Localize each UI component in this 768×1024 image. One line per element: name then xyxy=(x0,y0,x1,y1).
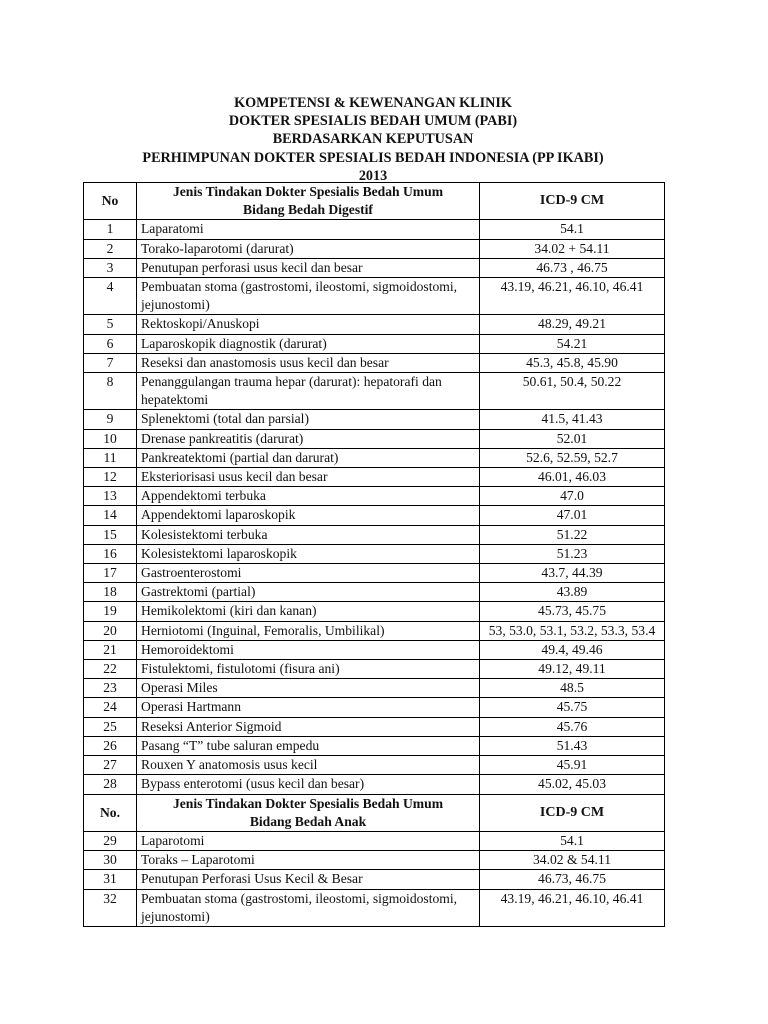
row-number: 22 xyxy=(84,660,137,679)
column-header-procedure xyxy=(137,183,480,220)
row-number: 4 xyxy=(84,278,137,315)
row-number: 3 xyxy=(84,258,137,277)
table-body xyxy=(84,183,665,927)
procedure-header-line: Jenis Tindakan Dokter Spesialis Bedah Umum xyxy=(172,795,444,811)
table-row xyxy=(84,278,665,315)
row-number: 29 xyxy=(84,831,137,850)
procedure-name: Pembuatan stoma (gastrostomi, ileostomi, sigmoidostomi, jejunostomi) xyxy=(137,889,480,926)
table-row xyxy=(84,583,665,602)
row-number: 1 xyxy=(84,220,137,239)
table-row xyxy=(84,544,665,563)
title-line: BERDASARKAN KEPUTUSAN xyxy=(272,131,474,148)
procedure-header-line: Jenis Tindakan Dokter Spesialis Bedah Umum xyxy=(172,184,444,199)
row-number: 6 xyxy=(84,334,137,353)
icd-code: 45.91 xyxy=(480,756,665,775)
icd-code: 46.73 , 46.75 xyxy=(480,258,665,277)
icd-code: 43.19, 46.21, 46.10, 46.41 xyxy=(480,278,665,315)
section-header-row xyxy=(84,794,665,831)
icd-code: 47.0 xyxy=(480,487,665,506)
column-header-icd: ICD-9 CM xyxy=(480,794,665,831)
icd-code: 43.7, 44.39 xyxy=(480,564,665,583)
column-header-icd: ICD-9 CM xyxy=(480,183,665,220)
procedure-name: Bypass enterotomi (usus kecil dan besar) xyxy=(137,775,480,794)
icd-code: 43.19, 46.21, 46.10, 46.41 xyxy=(480,889,665,926)
icd-code: 34.02 & 54.11 xyxy=(480,851,665,870)
row-number: 7 xyxy=(84,353,137,372)
row-number: 15 xyxy=(84,525,137,544)
table-row xyxy=(84,220,665,239)
row-number: 28 xyxy=(84,775,137,794)
procedure-name: Operasi Miles xyxy=(137,679,480,698)
table-row xyxy=(84,410,665,429)
table-row xyxy=(84,468,665,487)
procedure-name: Pankreatektomi (partial dan darurat) xyxy=(137,448,480,467)
table-row xyxy=(84,315,665,334)
table-row xyxy=(84,889,665,926)
procedure-name: Kolesistektomi laparoskopik xyxy=(137,544,480,563)
procedure-header-line: Bidang Bedah Anak xyxy=(249,813,367,829)
table-row xyxy=(84,429,665,448)
table-row xyxy=(84,660,665,679)
row-number: 30 xyxy=(84,851,137,870)
table-row xyxy=(84,564,665,583)
table-row xyxy=(84,487,665,506)
row-number: 24 xyxy=(84,698,137,717)
procedure-name: Rouxen Y anatomosis usus kecil xyxy=(137,756,480,775)
competency-table xyxy=(83,182,665,927)
table-row xyxy=(84,831,665,850)
icd-code: 45.75 xyxy=(480,698,665,717)
procedure-name: Pembuatan stoma (gastrostomi, ileostomi, sigmoidostomi, jejunostomi) xyxy=(137,278,480,315)
icd-code: 46.01, 46.03 xyxy=(480,468,665,487)
table-row xyxy=(84,851,665,870)
procedure-name: Torako-laparotomi (darurat) xyxy=(137,239,480,258)
procedure-name: Penanggulangan trauma hepar (darurat): hepatorafi dan hepatektomi xyxy=(137,373,480,410)
row-number: 14 xyxy=(84,506,137,525)
table-row xyxy=(84,698,665,717)
procedure-name: Appendektomi terbuka xyxy=(137,487,480,506)
title-line: 2013 xyxy=(358,167,388,184)
row-number: 12 xyxy=(84,468,137,487)
procedure-name: Toraks – Laparotomi xyxy=(137,851,480,870)
icd-code: 45.76 xyxy=(480,717,665,736)
procedure-name: Penutupan Perforasi Usus Kecil & Besar xyxy=(137,870,480,889)
row-number: 5 xyxy=(84,315,137,334)
icd-code: 51.43 xyxy=(480,736,665,755)
table-row xyxy=(84,239,665,258)
icd-code: 54.1 xyxy=(480,220,665,239)
table-row xyxy=(84,736,665,755)
table-row xyxy=(84,334,665,353)
procedure-name: Hemoroidektomi xyxy=(137,640,480,659)
procedure-header-line: Bidang Bedah Digestif xyxy=(243,202,373,218)
icd-code: 45.02, 45.03 xyxy=(480,775,665,794)
icd-code: 34.02 + 54.11 xyxy=(480,239,665,258)
icd-code: 45.73, 45.75 xyxy=(480,602,665,621)
table-row xyxy=(84,775,665,794)
row-number: 2 xyxy=(84,239,137,258)
procedure-name: Appendektomi laparoskopik xyxy=(137,506,480,525)
table-row xyxy=(84,756,665,775)
procedure-name: Drenase pankreatitis (darurat) xyxy=(137,429,480,448)
icd-code: 47.01 xyxy=(480,506,665,525)
row-number: 32 xyxy=(84,889,137,926)
icd-code: 46.73, 46.75 xyxy=(480,870,665,889)
icd-code: 41.5, 41.43 xyxy=(480,410,665,429)
procedure-name: Herniotomi (Inguinal, Femoralis, Umbilikal) xyxy=(137,621,480,640)
procedure-name: Reseksi dan anastomosis usus kecil dan besar xyxy=(137,353,480,372)
row-number: 21 xyxy=(84,640,137,659)
procedure-name: Kolesistektomi terbuka xyxy=(137,525,480,544)
row-number: 11 xyxy=(84,448,137,467)
icd-code: 48.29, 49.21 xyxy=(480,315,665,334)
icd-code: 54.21 xyxy=(480,334,665,353)
table-row xyxy=(84,258,665,277)
icd-code: 48.5 xyxy=(480,679,665,698)
icd-code: 54.1 xyxy=(480,831,665,850)
row-number: 16 xyxy=(84,544,137,563)
column-header-no: No xyxy=(84,183,137,220)
row-number: 25 xyxy=(84,717,137,736)
table-row xyxy=(84,602,665,621)
table-row xyxy=(84,373,665,410)
procedure-name: Operasi Hartmann xyxy=(137,698,480,717)
icd-code: 45.3, 45.8, 45.90 xyxy=(480,353,665,372)
row-number: 19 xyxy=(84,602,137,621)
row-number: 8 xyxy=(84,373,137,410)
procedure-name: Splenektomi (total dan parsial) xyxy=(137,410,480,429)
icd-code: 51.23 xyxy=(480,544,665,563)
procedure-name: Laparoskopik diagnostik (darurat) xyxy=(137,334,480,353)
table-row xyxy=(84,506,665,525)
procedure-name: Gastroenterostomi xyxy=(137,564,480,583)
table-row xyxy=(84,448,665,467)
icd-code: 51.22 xyxy=(480,525,665,544)
procedure-name: Laparatomi xyxy=(137,220,480,239)
icd-code: 49.4, 49.46 xyxy=(480,640,665,659)
icd-code: 43.89 xyxy=(480,583,665,602)
icd-code: 52.01 xyxy=(480,429,665,448)
column-header-no: No. xyxy=(84,794,137,831)
icd-code: 52.6, 52.59, 52.7 xyxy=(480,448,665,467)
row-number: 17 xyxy=(84,564,137,583)
procedure-name: Hemikolektomi (kiri dan kanan) xyxy=(137,602,480,621)
table-row xyxy=(84,621,665,640)
table-row xyxy=(84,353,665,372)
row-number: 18 xyxy=(84,583,137,602)
column-header-procedure xyxy=(137,794,480,831)
section-header-row xyxy=(84,183,665,220)
table-row xyxy=(84,870,665,889)
procedure-name: Reseksi Anterior Sigmoid xyxy=(137,717,480,736)
row-number: 27 xyxy=(84,756,137,775)
row-number: 31 xyxy=(84,870,137,889)
row-number: 23 xyxy=(84,679,137,698)
procedure-name: Fistulektomi, fistulotomi (fisura ani) xyxy=(137,660,480,679)
title-line: KOMPETENSI & KEWENANGAN KLINIK xyxy=(234,95,512,111)
procedure-name: Penutupan perforasi usus kecil dan besar xyxy=(137,258,480,277)
icd-code: 50.61, 50.4, 50.22 xyxy=(480,373,665,410)
procedure-name: Laparotomi xyxy=(137,831,480,850)
row-number: 9 xyxy=(84,410,137,429)
title-line: PERHIMPUNAN DOKTER SPESIALIS BEDAH INDONESIA (PP IKABI) xyxy=(142,149,604,166)
procedure-name: Eksteriorisasi usus kecil dan besar xyxy=(137,468,480,487)
row-number: 13 xyxy=(84,487,137,506)
table-row xyxy=(84,525,665,544)
icd-code: 53, 53.0, 53.1, 53.2, 53.3, 53.4 xyxy=(480,621,665,640)
row-number: 26 xyxy=(84,736,137,755)
procedure-name: Pasang “T” tube saluran empedu xyxy=(137,736,480,755)
row-number: 20 xyxy=(84,621,137,640)
procedure-name: Gastrektomi (partial) xyxy=(137,583,480,602)
table-row xyxy=(84,640,665,659)
row-number: 10 xyxy=(84,429,137,448)
icd-code: 49.12, 49.11 xyxy=(480,660,665,679)
document-title xyxy=(83,94,663,185)
title-line: DOKTER SPESIALIS BEDAH UMUM (PABI) xyxy=(228,113,518,130)
procedure-name: Rektoskopi/Anuskopi xyxy=(137,315,480,334)
table-row xyxy=(84,679,665,698)
table-row xyxy=(84,717,665,736)
